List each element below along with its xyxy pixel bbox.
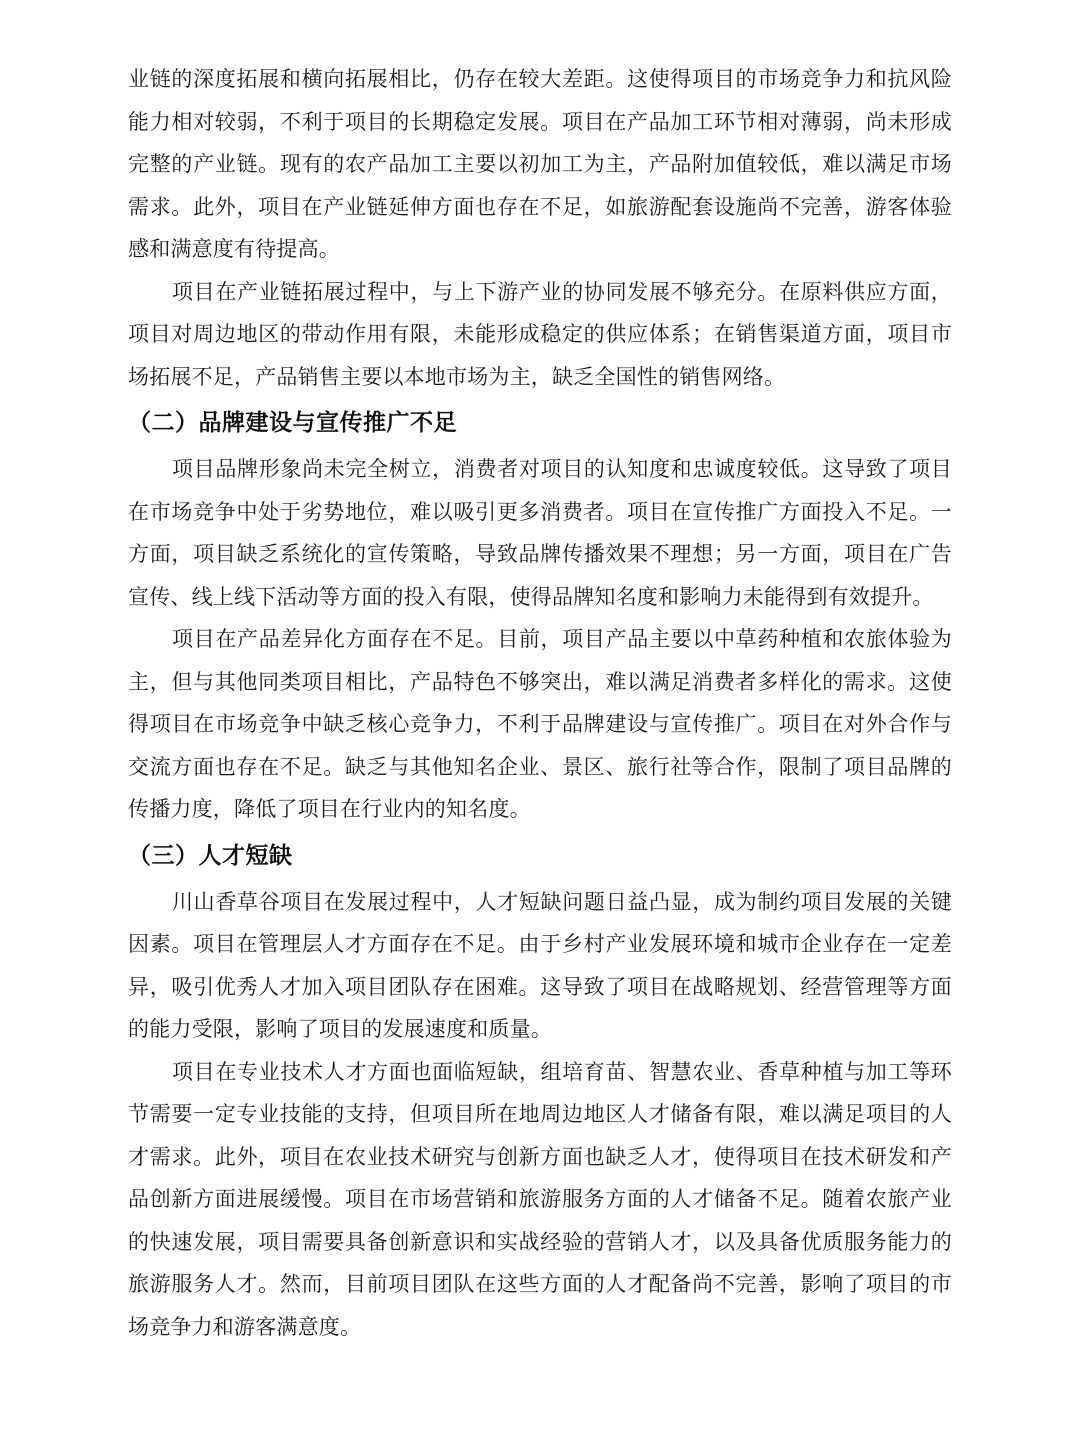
section-heading-talent: （三）人才短缺 — [128, 842, 293, 869]
body-paragraph: 项目在专业技术人才方面也面临短缺，组培育苗、智慧农业、香草种植与加工等环节需要一定专业技能的支持，但项目所在地周边地区人才储备有限，难以满足项目的人才需求。此外，项目在农业技术研究与创新方面也缺乏人才，使得项目在技术研发和产品创新方面进展缓慢。项目在市场营销和旅游服务方面的人才储备不足。随着农旅产业的快速发展，项目需要具备创新意识和实战经验的营销人才，以及具备优质服务能力的旅游服务人才。然而，目前项目团队在这些方面的人才配备尚不完善，影响了项目的市场竞争力和游客满意度。 — [128, 1059, 952, 1339]
body-paragraph: 项目品牌形象尚未完全树立，消费者对项目的认知度和忠诚度较低。这导致了项目在市场竞争中处于劣势地位，难以吸引更多消费者。项目在宣传推广方面投入不足。一方面，项目缺乏系统化的宣传策略，导致品牌传播效果不理想；另一方面，项目在广告宣传、线上线下活动等方面的投入有限，使得品牌知名度和影响力未能得到有效提升。 — [128, 457, 952, 609]
body-paragraph: 川山香草谷项目在发展过程中，人才短缺问题日益凸显，成为制约项目发展的关键因素。项目在管理层人才方面存在不足。由于乡村产业发展环境和城市企业存在一定差异，吸引优秀人才加入项目团队存在困难。这导致了项目在战略规划、经营管理等方面的能力受限，影响了项目的发展速度和质量。 — [128, 889, 952, 1041]
body-paragraph: 项目在产业链拓展过程中，与上下游产业的协同发展不够充分。在原料供应方面，项目对周边地区的带动作用有限，未能形成稳定的供应体系；在销售渠道方面，项目市场拓展不足，产品销售主要以本地市场为主，缺乏全国性的销售网络。 — [128, 279, 952, 389]
body-paragraph: 项目在产品差异化方面存在不足。目前，项目产品主要以中草药种植和农旅体验为主，但与其他同类项目相比，产品特色不够突出，难以满足消费者多样化的需求。这使得项目在市场竞争中缺乏核心竞争力，不利于品牌建设与宣传推广。项目在对外合作与交流方面也存在不足。缺乏与其他知名企业、景区、旅行社等合作，限制了项目品牌的传播力度，降低了项目在行业内的知名度。 — [128, 627, 952, 821]
body-paragraph: 业链的深度拓展和横向拓展相比，仍存在较大差距。这使得项目的市场竞争力和抗风险能力相对较弱，不利于项目的长期稳定发展。项目在产品加工环节相对薄弱，尚未形成完整的产业链。现有的农产品加工主要以初加工为主，产品附加值较低，难以满足市场需求。此外，项目在产业链延伸方面也存在不足，如旅游配套设施尚不完善，游客体验感和满意度有待提高。 — [128, 67, 952, 261]
section-heading-brand: （二）品牌建设与宣传推广不足 — [128, 410, 457, 436]
document-body — [128, 58, 952, 1348]
